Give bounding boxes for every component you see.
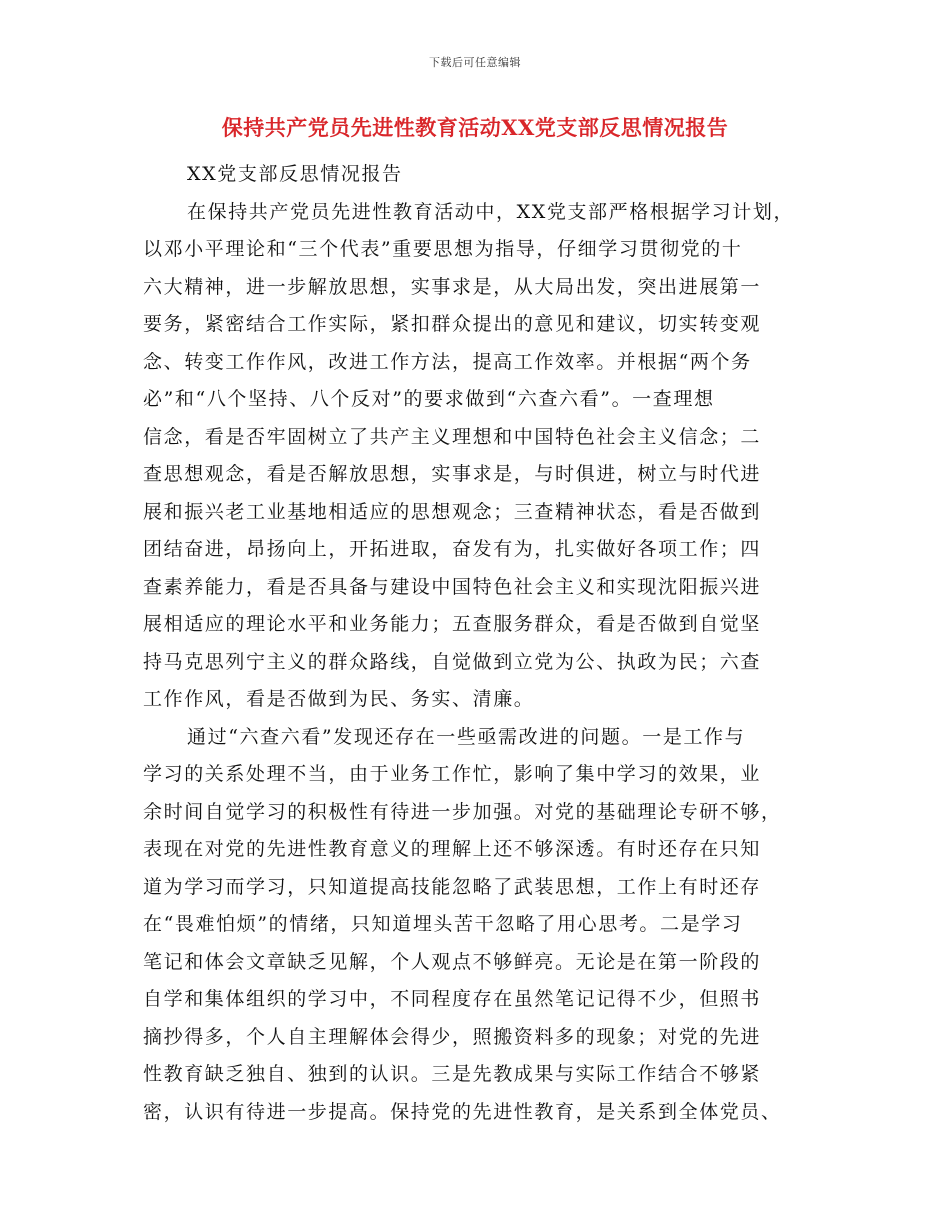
paragraph-line: 摘抄得多，个人自主理解体会得少，照搬资料多的现象；对党的先进 <box>143 1025 762 1048</box>
paragraph-line: 笔记和体会文章缺乏见解，个人观点不够鲜亮。无论是在第一阶段的 <box>143 950 762 973</box>
paragraph-line: 道为学习而学习，只知道提高技能忽略了武装思想，工作上有时还存 <box>143 875 762 898</box>
paragraph-line: 团结奋进，昂扬向上，开拓进取，奋发有为，扎实做好各项工作；四 <box>143 538 762 560</box>
paragraph-line: 在“畏难怕烦”的情绪，只知道埋头苦干忽略了用心思考。二是学习 <box>143 913 743 935</box>
paragraph-1 <box>143 194 808 719</box>
paragraph-line: 查素养能力，看是否具备与建设中国特色社会主义和实现沈阳振兴进 <box>143 575 762 598</box>
paragraph-line: 学习的关系处理不当，由于业务工作忙，影响了集中学习的效果，业 <box>143 763 762 785</box>
paragraph-line: 余时间自觉学习的积极性有待进一步加强。对党的基础理论专研不够， <box>143 800 782 823</box>
paragraph-line: 表现在对党的先进性教育意义的理解上还不够深透。有时还存在只知 <box>143 838 762 860</box>
paragraph-line: 工作作风，看是否做到为民、务实、清廉。 <box>143 688 535 710</box>
paragraph-line: 密，认识有待进一步提高。保持党的先进性教育，是关系到全体党员、 <box>143 1100 782 1123</box>
paragraph-line: 性教育缺乏独自、独到的认识。三是先教成果与实际工作结合不够紧 <box>143 1063 762 1085</box>
document-subtitle: XX党支部反思情况报告 <box>187 163 403 185</box>
paragraph-line: 展相适应的理论水平和业务能力；五查服务群众，看是否做到自觉坚 <box>143 613 762 635</box>
paragraph-line: 以邓小平理论和“三个代表”重要思想为指导，仔细学习贯彻党的十 <box>143 238 743 260</box>
paragraph-line: 自学和集体组织的学习中，不同程度存在虽然笔记记得不少，但照书 <box>143 988 762 1010</box>
paragraph-line: 念、转变工作作风，改进工作方法，提高工作效率。并根据“两个务 <box>143 350 752 373</box>
paragraph-line: 六大精神，进一步解放思想，实事求是，从大局出发，突出进展第一 <box>143 275 762 298</box>
paragraph-line: 在保持共产党员先进性教育活动中，XX党支部严格根据学习计划， <box>187 200 795 223</box>
paragraph-line: 通过“六查六看”发现还存在一些亟需改进的问题。一是工作与 <box>187 725 746 748</box>
paragraph-line: 必”和“八个坚持、八个反对”的要求做到“六查六看”。一查理想 <box>143 388 715 410</box>
paragraph-line: 信念，看是否牢固树立了共产主义理想和中国特色社会主义信念；二 <box>143 425 762 448</box>
paragraph-line: 持马克思列宁主义的群众路线，自觉做到立党为公、执政为民；六查 <box>143 650 762 673</box>
document-body <box>143 156 808 1131</box>
header-note: 下载后可任意编辑 <box>429 56 521 69</box>
document-title: 保持共产党员先进性教育活动XX党支部反思情况报告 <box>221 115 729 140</box>
paragraph-line: 查思想观念，看是否解放思想，实事求是，与时俱进，树立与时代进 <box>143 463 762 485</box>
paragraph-2 <box>143 719 808 1132</box>
paragraph-line: 要务，紧密结合工作实际，紧扣群众提出的意见和建议，切实转变观 <box>143 313 762 335</box>
paragraph-line: 展和振兴老工业基地相适应的思想观念；三查精神状态，看是否做到 <box>143 500 762 523</box>
